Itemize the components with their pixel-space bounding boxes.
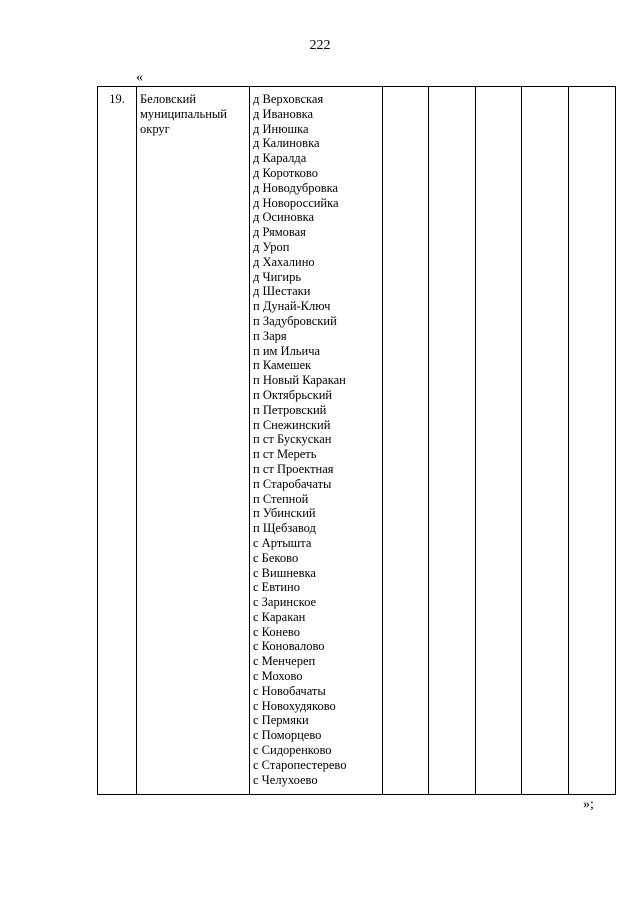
settlement-item: д Осиновка <box>253 210 315 225</box>
settlement-item: с Сидоренково <box>253 743 332 758</box>
settlement-item: п Задубровский <box>253 313 337 328</box>
table-row <box>98 87 616 795</box>
settlement-item: д Шестаки <box>253 284 311 299</box>
settlement-item: п Новый Каракан <box>253 373 346 388</box>
settlement-item: с Менчереп <box>253 654 316 669</box>
settlement-item: с Каракан <box>253 609 306 624</box>
settlement-item: п Октябрьский <box>253 387 333 402</box>
empty-cell <box>383 87 429 795</box>
district-cell: Беловский муниципальный округ <box>137 87 250 795</box>
settlement-item: п Дунай-Ключ <box>253 299 331 314</box>
settlements-cell <box>250 87 383 795</box>
settlement-item: с Коновалово <box>253 639 325 654</box>
empty-cell <box>522 87 569 795</box>
settlement-item: д Ивановка <box>253 106 314 121</box>
settlement-item: с Конево <box>253 624 300 639</box>
settlement-item: д Коротково <box>253 165 319 180</box>
settlement-item: с Бековo <box>253 550 299 565</box>
settlement-item: д Каралда <box>253 151 307 166</box>
settlement-item: п ст Мереть <box>253 447 317 462</box>
settlement-item: п ст Проектная <box>253 461 334 476</box>
empty-cell <box>429 87 476 795</box>
closing-quote: »; <box>583 797 594 812</box>
settlement-item: д Инюшка <box>253 121 309 136</box>
empty-cell <box>569 87 616 795</box>
settlement-item: с Пермяки <box>253 713 309 728</box>
settlement-item: д Рямовая <box>253 225 306 240</box>
settlement-item: д Чигирь <box>253 269 302 284</box>
settlement-item: с Старопестерево <box>253 757 347 772</box>
settlement-item: д Калиновка <box>253 136 320 151</box>
settlement-item: с Новохудяково <box>253 698 336 713</box>
empty-cell <box>476 87 522 795</box>
opening-quote: « <box>136 70 143 85</box>
settlement-item: п Степной <box>253 491 309 506</box>
settlement-item: п Снежинский <box>253 417 331 432</box>
settlement-item: с Заринское <box>253 595 317 610</box>
settlement-item: с Челухоево <box>253 772 318 787</box>
settlement-item: п им Ильича <box>253 343 321 358</box>
settlement-item: с Новобачаты <box>253 683 326 698</box>
settlement-item: д Хахалино <box>253 254 315 269</box>
settlement-item: п Камешек <box>253 358 312 373</box>
settlement-item: д Новодубровка <box>253 180 339 195</box>
row-number-cell: 19. <box>98 87 137 795</box>
settlements-table <box>97 86 616 795</box>
settlement-item: п Убинский <box>253 506 316 521</box>
settlement-item: д Новороссийка <box>253 195 339 210</box>
settlement-item: с Мохово <box>253 669 303 684</box>
settlement-item: с Вишневка <box>253 565 316 580</box>
settlement-item: с Артышта <box>253 535 312 550</box>
settlement-item: п Заря <box>253 328 287 343</box>
page-number: 222 <box>309 38 331 53</box>
settlement-item: с Евтино <box>253 580 300 595</box>
settlement-item: с Поморцево <box>253 728 322 743</box>
settlement-item: д Верховская <box>253 92 324 106</box>
settlement-item: п Щебзавод <box>253 521 316 536</box>
settlement-item: п Петровский <box>253 402 327 417</box>
settlement-item: п Старобачаты <box>253 476 332 491</box>
settlement-item: п ст Бускускан <box>253 432 332 447</box>
settlement-item: д Уроп <box>253 239 290 254</box>
